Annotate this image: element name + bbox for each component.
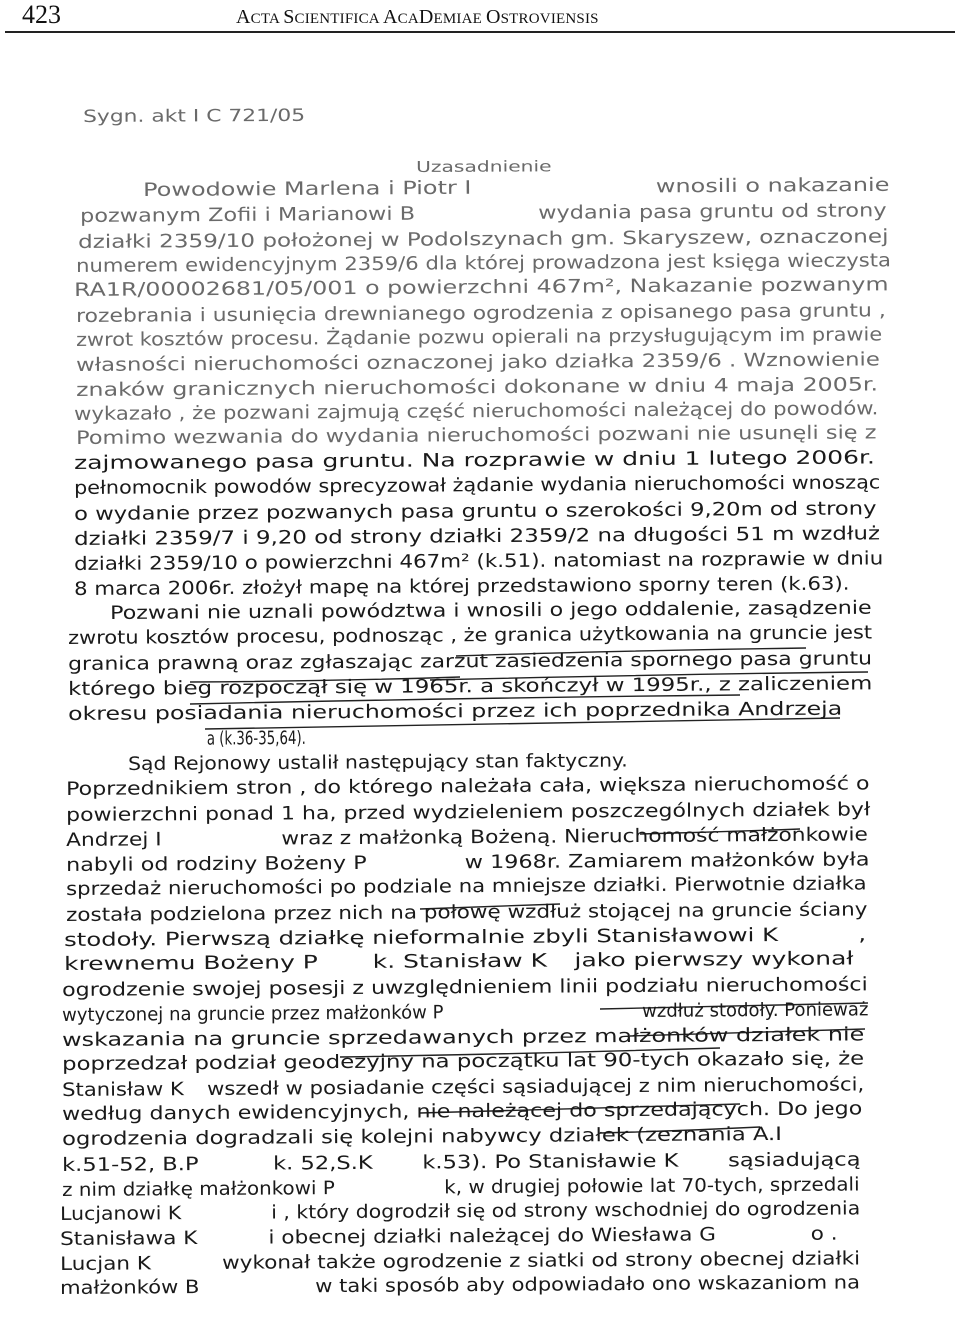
scan-text-fragment: k, w drugiej połowie lat 70-tych, sprzedali bbox=[444, 1174, 860, 1199]
scan-text-fragment: ogrodzenie swojej posesji z uwzględnieniem linii podziału nieruchomości bbox=[62, 974, 868, 1001]
scan-text-fragment: Stanisława K bbox=[60, 1228, 198, 1250]
redaction-gap bbox=[678, 1150, 728, 1171]
redaction-gap bbox=[716, 1224, 811, 1246]
scan-text-fragment: w taki sposób aby odpowiadało ono wskazaniom na bbox=[315, 1272, 861, 1298]
scan-text-fragment: RA1R/00002681/05/001 o powierzchni 467m², Nakazanie pozwanym bbox=[74, 274, 889, 301]
scan-text-fragment: Lucjanowi K bbox=[60, 1203, 182, 1225]
journal-title-part: CIENTIFICA bbox=[294, 11, 383, 27]
scan-text-fragment: , bbox=[858, 924, 867, 946]
scan-text-fragment: którego bieg rozpoczął się w 1965r. a skończył w 1995r., z zaliczeniem bbox=[68, 673, 873, 700]
redaction-gap bbox=[197, 1228, 268, 1249]
scan-text-fragment: a (k.36-35,64). bbox=[206, 727, 306, 750]
scan-text-fragment: Sąd Rejonowy ustalił następujący stan faktyczny. bbox=[128, 750, 628, 775]
scan-text-fragment: zajmowanego pasa gruntu. Na rozprawie w dniu 1 lutego 2006r. bbox=[74, 447, 875, 474]
scan-text-fragment: znaków granicznych nieruchomości dokonane w dniu 4 maja 2005r. bbox=[76, 374, 879, 401]
scan-text-fragment: wnosili o nakazanie bbox=[655, 174, 890, 198]
scan-text-fragment: zwrotu kosztów procesu, podnosząc , że granica użytkowania na gruncie jest bbox=[68, 622, 873, 649]
scan-text-fragment: wszedł w posiadanie części sąsiadującej z nim nieruchomości, bbox=[206, 1074, 865, 1100]
journal-title-part: CTA bbox=[250, 11, 284, 27]
scan-text-fragment: 8 marca 2006r. złożył mapę na której przedstawiono sporny teren (k.63). bbox=[74, 573, 850, 600]
scan-text-line bbox=[83, 106, 305, 127]
scan-text-fragment: została podzielona przez nich na połowę wzdłuż stojącej na gruncie ściany bbox=[66, 899, 868, 926]
scan-text-fragment: wykazało , że pozwani zajmują część nieruchomości należącej do powodów. bbox=[74, 398, 879, 425]
scan-text-fragment: Uzasadnienie bbox=[416, 157, 552, 176]
scan-text-fragment: według danych ewidencyjnych, nie należącej do sprzedających. Do jego bbox=[62, 1098, 863, 1125]
scan-text-fragment: powierzchni ponad 1 ha, przed wydzieleniem poszczególnych działek był bbox=[66, 799, 871, 826]
scan-text-fragment: małżonków B bbox=[60, 1277, 200, 1299]
journal-title-part: S bbox=[283, 6, 295, 28]
scan-text-fragment: wraz z małżonką Bożeną. Nieruchomość małżonkowie bbox=[281, 824, 868, 850]
scan-text-fragment: k.53). Po Stanisławie K bbox=[422, 1150, 679, 1174]
scan-text-fragment: ogrodzenia dogradzali się kolejni nabywcy działek (zeznania A.I bbox=[62, 1123, 783, 1150]
scan-text-fragment: i , który dogrodził się od strony wschodniej do ogrodzenia bbox=[271, 1198, 861, 1224]
redaction-gap bbox=[367, 852, 465, 874]
redaction-gap bbox=[318, 952, 373, 973]
redaction-gap bbox=[162, 828, 282, 850]
scan-text-fragment: pozwanym Zofii i Marianowi B bbox=[80, 203, 416, 227]
redaction-gap bbox=[184, 1079, 207, 1100]
scan-text-fragment: nabyli od rodziny Bożeny P bbox=[66, 852, 367, 876]
scan-text-line bbox=[128, 751, 628, 775]
scan-text-fragment: pełnomocnik powodów sprecyzował żądanie wydania nieruchomości wnosząc bbox=[74, 472, 881, 499]
scan-text-fragment: działki 2359/10 położonej w Podolszynach gm. Skaryszew, oznaczonej bbox=[78, 226, 889, 253]
scan-text-fragment: rozebrania i usunięcia drewnianego ogrodzenia z opisanego pasa gruntu , bbox=[76, 300, 886, 327]
scan-text-fragment: i obecnej działki należącej do Wiesława G bbox=[268, 1224, 716, 1249]
scan-text-fragment: Lucjan K bbox=[60, 1253, 152, 1275]
redaction-gap bbox=[335, 1177, 445, 1199]
redaction-gap bbox=[373, 1152, 423, 1173]
journal-title-part: D bbox=[418, 6, 434, 28]
journal-title-part: CA bbox=[397, 11, 419, 27]
scan-text-fragment: stodoły. Pierwszą działkę nieformalnie zbyli Stanisławowi K bbox=[64, 925, 779, 951]
scan-text-fragment: k. 52,S.K bbox=[272, 1152, 373, 1175]
scan-text-fragment: jako pierwszy wykonał bbox=[574, 948, 854, 972]
redaction-gap bbox=[547, 950, 575, 971]
scan-text-fragment: Powodowie Marlena i Piotr I bbox=[143, 177, 472, 201]
scan-text-line bbox=[148, 728, 306, 750]
scan-text-fragment: wskazania na gruncie sprzedawanych przez małżonków działek nie bbox=[62, 1024, 865, 1051]
header-rule bbox=[5, 31, 955, 33]
scan-text-fragment: k. Stanisław K bbox=[372, 950, 548, 973]
scan-text-fragment: krewnemu Bożeny P bbox=[64, 952, 318, 975]
redaction-gap bbox=[471, 176, 656, 198]
journal-title-part: EMIAE bbox=[433, 11, 486, 27]
scan-text-fragment: działki 2359/10 o powierzchni 467m² (k.51). natomiast na rozprawie w dniu bbox=[74, 548, 884, 575]
scan-text-fragment: sąsiadującą bbox=[727, 1149, 861, 1172]
scan-text-fragment: Stanisław K bbox=[62, 1079, 184, 1101]
journal-title-part: A bbox=[236, 6, 251, 28]
scan-text-fragment: okresu posiadania nieruchomości przez ich poprzednika Andrzeja bbox=[68, 698, 843, 725]
scan-text-line bbox=[416, 157, 552, 176]
scan-text-fragment: zwrot kosztów procesu. Żądanie pozwu opierali na przysługującym im prawie bbox=[76, 324, 883, 351]
redaction-gap bbox=[181, 1203, 271, 1225]
scan-text-fragment: działki 2359/7 i 9,20 od strony działki 2359/2 na długości 51 m wzdłuż bbox=[74, 523, 881, 550]
scan-text-fragment: o wydanie przez pozwanych pasa gruntu o szerokości 9,20m od strony bbox=[74, 498, 877, 525]
redaction-gap bbox=[198, 1154, 273, 1176]
journal-title-part: O bbox=[485, 6, 501, 28]
scan-text-fragment: Sygn. akt I C 721/05 bbox=[83, 105, 306, 127]
journal-title-part: A bbox=[382, 6, 398, 28]
journal-title-part: STROVIENSIS bbox=[500, 11, 599, 27]
scan-text-fragment: wytyczonej na gruncie przez małżonków P bbox=[62, 1002, 444, 1026]
scan-text-fragment: sprzedaż nieruchomości po podziale na mniejsze działki. Pierwotnie działka bbox=[66, 873, 867, 900]
scan-text-fragment: Poprzednikiem stron , do którego należała cała, większa nieruchomość o bbox=[66, 773, 870, 800]
running-header bbox=[0, 0, 960, 34]
scan-text-fragment: z nim działkę małżonkowi P bbox=[62, 1178, 335, 1201]
scan-text-fragment: o . bbox=[810, 1223, 838, 1245]
scan-text-fragment: Andrzej I bbox=[66, 829, 162, 851]
scanned-document-image bbox=[40, 92, 920, 1322]
redaction-gap bbox=[199, 1276, 315, 1298]
scan-text-fragment: Pomimo wezwania do wydania nieruchomości pozwani nie usunęli się z bbox=[76, 422, 877, 449]
redaction-gap bbox=[443, 1001, 642, 1023]
scan-text-fragment: własności nieruchomości oznaczonej jako działka 2359/6 . Wznowienie bbox=[76, 349, 880, 376]
scan-text-fragment: granica prawną oraz zgłaszając zarzut zasiedzenia spornego pasa gruntu bbox=[68, 648, 873, 675]
redaction-gap bbox=[415, 203, 538, 225]
page-number: 423 bbox=[22, 0, 61, 29]
scan-text-fragment: wzdłuż stodoły. Ponieważ bbox=[641, 999, 869, 1022]
scan-text-fragment: poprzedzał podział geodezyjny na początku lat 90-tych okazało się, że bbox=[62, 1048, 865, 1075]
redaction-gap bbox=[778, 924, 858, 946]
scan-text-fragment: wykonał także ogrodzenie z siatki od strony obecnej działki bbox=[222, 1248, 861, 1274]
redaction-gap bbox=[151, 1253, 222, 1274]
scan-text-fragment: Pozwani nie uznali powództwa i wnosili o jego oddalenie, zasądzenie bbox=[110, 597, 872, 624]
redaction-gap bbox=[148, 729, 207, 750]
journal-title bbox=[236, 5, 599, 31]
scan-text-fragment: w 1968r. Zamiarem małżonków była bbox=[464, 849, 870, 874]
scan-text-fragment: numerem ewidencyjnym 2359/6 dla której prowadzona jest księga wieczysta bbox=[76, 250, 892, 277]
scan-text-fragment: wydania pasa gruntu od strony bbox=[538, 200, 887, 224]
scan-text-fragment: k.51-52, B.P bbox=[62, 1154, 199, 1176]
